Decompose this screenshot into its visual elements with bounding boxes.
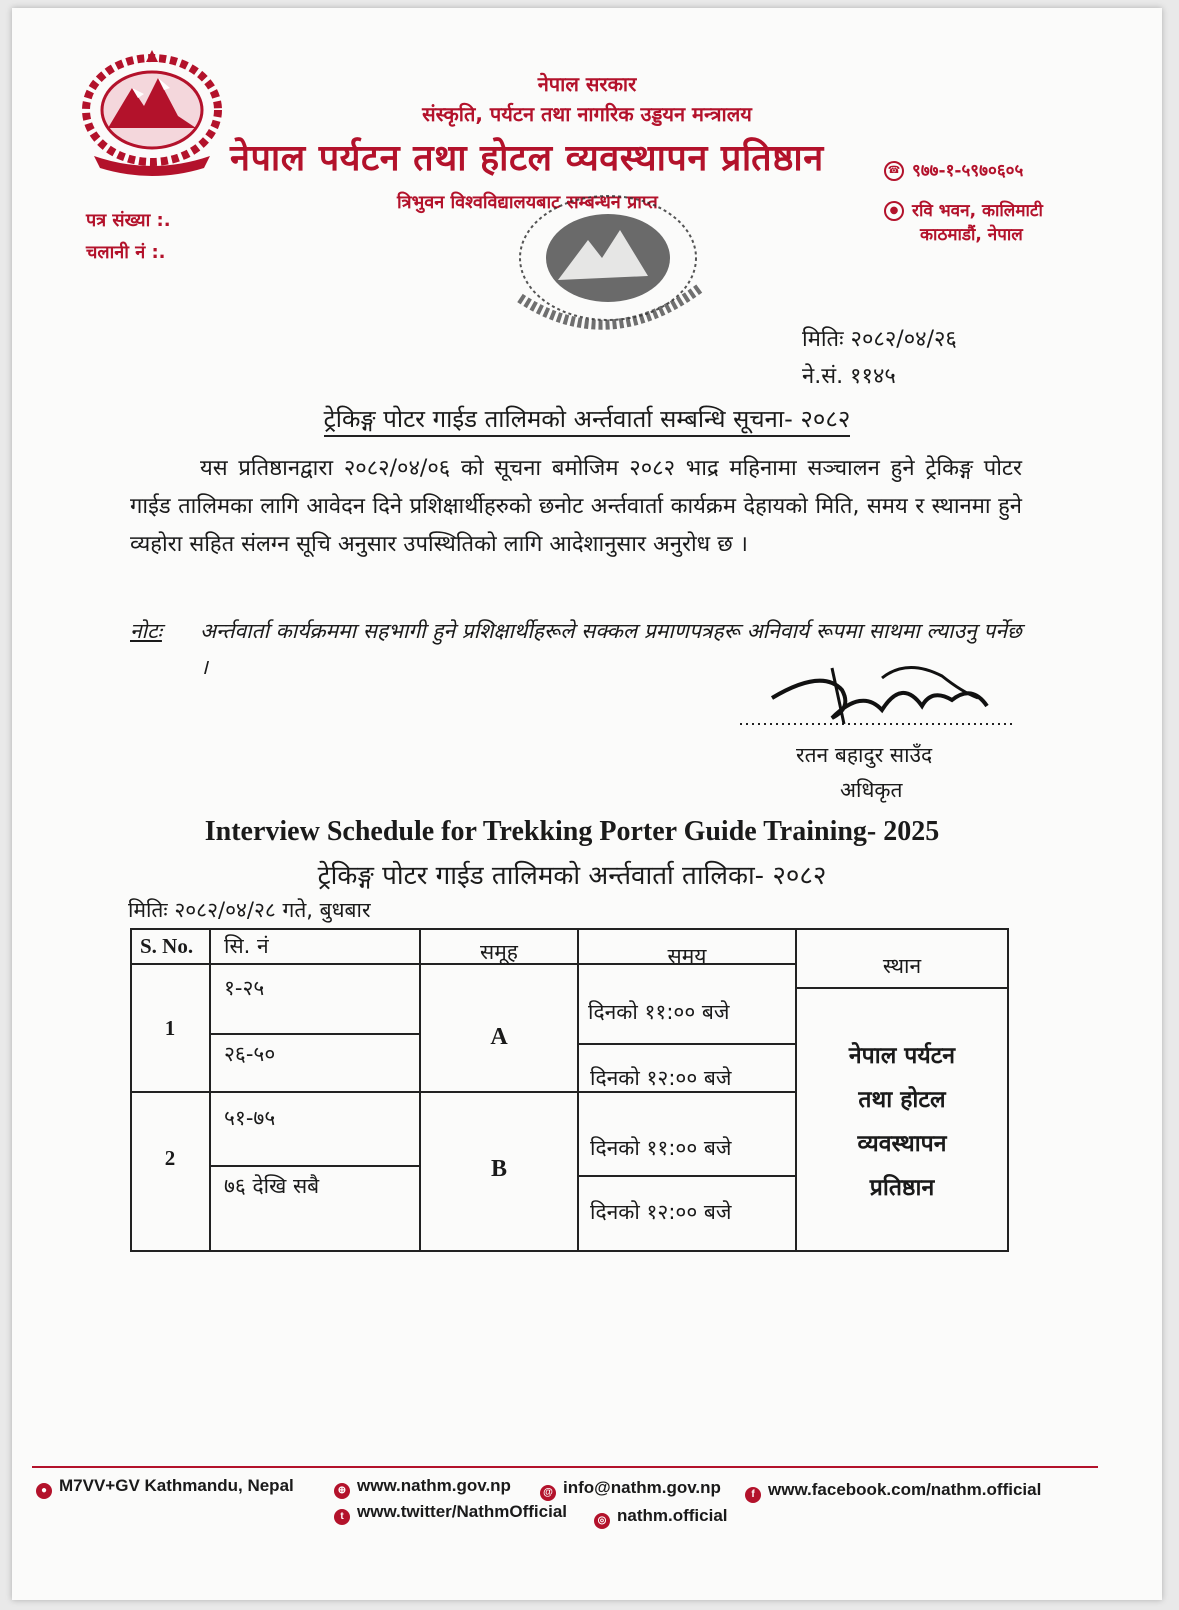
- phone-icon: ☎: [884, 161, 904, 181]
- address-line-1: [884, 198, 1043, 221]
- phone-number: [884, 158, 1023, 181]
- row-1-group: A: [490, 1024, 508, 1050]
- signatory-title: अधिकृत: [840, 778, 903, 802]
- nepal-sambat-date: ने.सं. ११४५: [802, 364, 896, 389]
- row-2-group: B: [490, 1156, 507, 1182]
- footer-twitter-text[interactable]: www.twitter/NathmOfficial: [357, 1502, 568, 1521]
- row-1-time-a: दिनको ११:०० बजे: [588, 1000, 730, 1024]
- footer-instagram-text[interactable]: nathm.official: [617, 1506, 728, 1525]
- affiliation-line: त्रिभुवन विश्वविद्यालयबाट सम्बन्धन प्राप्त: [397, 192, 658, 213]
- note-text: अर्न्तवार्ता कार्यक्रममा सहभागी हुने प्रशिक्षार्थीहरूले सक्कल प्रमाणपत्रहरू अनिवार्य रूपमा साथमा ल्याउनु पर्नेछ ।: [200, 619, 1022, 679]
- row-2-range-b: ७६ देखि सबै: [224, 1174, 320, 1198]
- schedule-title-english: Interview Schedule for Trekking Porter Guide Training- 2025: [204, 816, 940, 847]
- footer-twitter[interactable]: [334, 1502, 567, 1525]
- notice-subject: [12, 402, 1162, 435]
- email-icon: @: [540, 1485, 556, 1501]
- phone-text: ९७७-१-५९७०६०५: [912, 161, 1024, 181]
- footer-email-text[interactable]: info@nathm.gov.np: [563, 1478, 721, 1497]
- row-1-range-b: २६-५०: [224, 1042, 276, 1066]
- header-venue: स्थान: [882, 954, 922, 978]
- venue-line-2: तथा होटल: [858, 1087, 946, 1113]
- location-pin-icon: ●: [36, 1483, 52, 1499]
- row-2-time-a: दिनको ११:०० बजे: [590, 1136, 732, 1160]
- note-label: नोटः: [130, 619, 162, 643]
- footer-facebook[interactable]: [745, 1480, 1041, 1503]
- ref-number-label: पत्र संख्या :.: [86, 210, 171, 231]
- venue-line-4: प्रतिष्ठान: [869, 1175, 935, 1201]
- row-1-range-a: १-२५: [224, 976, 265, 1000]
- letter-page: [12, 8, 1162, 1600]
- institute-name: नेपाल पर्यटन तथा होटल व्यवस्थापन प्रतिष्ठान: [230, 138, 824, 179]
- globe-icon: ⊕: [334, 1483, 350, 1499]
- venue-cell: [796, 1034, 1008, 1210]
- address-line-2: काठमाडौं, नेपाल: [920, 225, 1023, 245]
- government-name: नेपाल सरकार: [537, 72, 637, 96]
- location-pin-icon: ●: [884, 201, 904, 221]
- address-text-1: रवि भवन, कालिमाटी: [912, 201, 1043, 221]
- header-time: समय: [667, 944, 707, 968]
- footer-location: [36, 1476, 294, 1499]
- venue-line-3: व्यवस्थापन: [857, 1131, 947, 1157]
- footer-divider: [32, 1466, 1098, 1468]
- footer-instagram[interactable]: [594, 1506, 728, 1529]
- header-serial-range: सि. नं: [224, 934, 269, 958]
- office-stamp-icon: [480, 188, 730, 358]
- row-2-range-a: ५१-७५: [224, 1106, 276, 1130]
- schedule-title-nepali: ट्रेकिङ्ग पोटर गाईड तालिमको अर्न्तवार्ता तालिका- २०८२: [317, 861, 827, 891]
- signature-icon: [732, 648, 1022, 740]
- row-1-sno: 1: [164, 1016, 176, 1040]
- dispatch-number-label: चलानी नं :.: [86, 242, 166, 263]
- facebook-icon: f: [745, 1487, 761, 1503]
- row-1-time-b: दिनको १२:०० बजे: [590, 1066, 732, 1090]
- footer-website[interactable]: [334, 1476, 511, 1499]
- footer-location-text: M7VV+GV Kathmandu, Nepal: [59, 1476, 294, 1495]
- schedule-table: [130, 928, 1010, 1253]
- row-2-sno: 2: [164, 1146, 176, 1170]
- schedule-date: मितिः २०८२/०४/२८ गते, बुधबार: [128, 898, 371, 922]
- notice-subject-text: ट्रेकिङ्ग पोटर गाईड तालिमको अर्न्तवार्ता सम्बन्धि सूचना- २०८२: [324, 405, 851, 437]
- notice-body: यस प्रतिष्ठानद्वारा २०८२/०४/०६ को सूचना बमोजिम २०८२ भाद्र महिनामा सञ्चालन हुने ट्रेकिङ्ग पोटर गाईड तालिमका लागि आवेदन दिने प्रशिक्षार्थीहरुको छनोट अर्न्तवार्ता कार्यक्रम देहायको मिति, समय र स्थानमा हुने व्यहोरा सहित संलग्न सूचि अनुसार उपस्थितिको लागि आदेशानुसार अनुरोध छ ।: [130, 456, 1022, 557]
- letter-date: मितिः २०८२/०४/२६: [802, 327, 957, 352]
- signatory-name: रतन बहादुर साउँद: [796, 743, 933, 767]
- footer-facebook-text[interactable]: www.facebook.com/nathm.official: [768, 1480, 1042, 1499]
- ministry-name: संस्कृति, पर्यटन तथा नागरिक उड्डयन मन्त्रालय: [422, 102, 752, 126]
- header-sno: S. No.: [140, 934, 194, 958]
- footer-email[interactable]: [540, 1478, 721, 1501]
- row-2-time-b: दिनको १२:०० बजे: [590, 1200, 732, 1224]
- footer-website-text[interactable]: www.nathm.gov.np: [357, 1476, 511, 1495]
- instagram-icon: ◎: [594, 1513, 610, 1529]
- venue-line-1: नेपाल पर्यटन: [848, 1043, 956, 1069]
- twitter-icon: t: [334, 1509, 350, 1525]
- header-group: समूह: [480, 940, 518, 964]
